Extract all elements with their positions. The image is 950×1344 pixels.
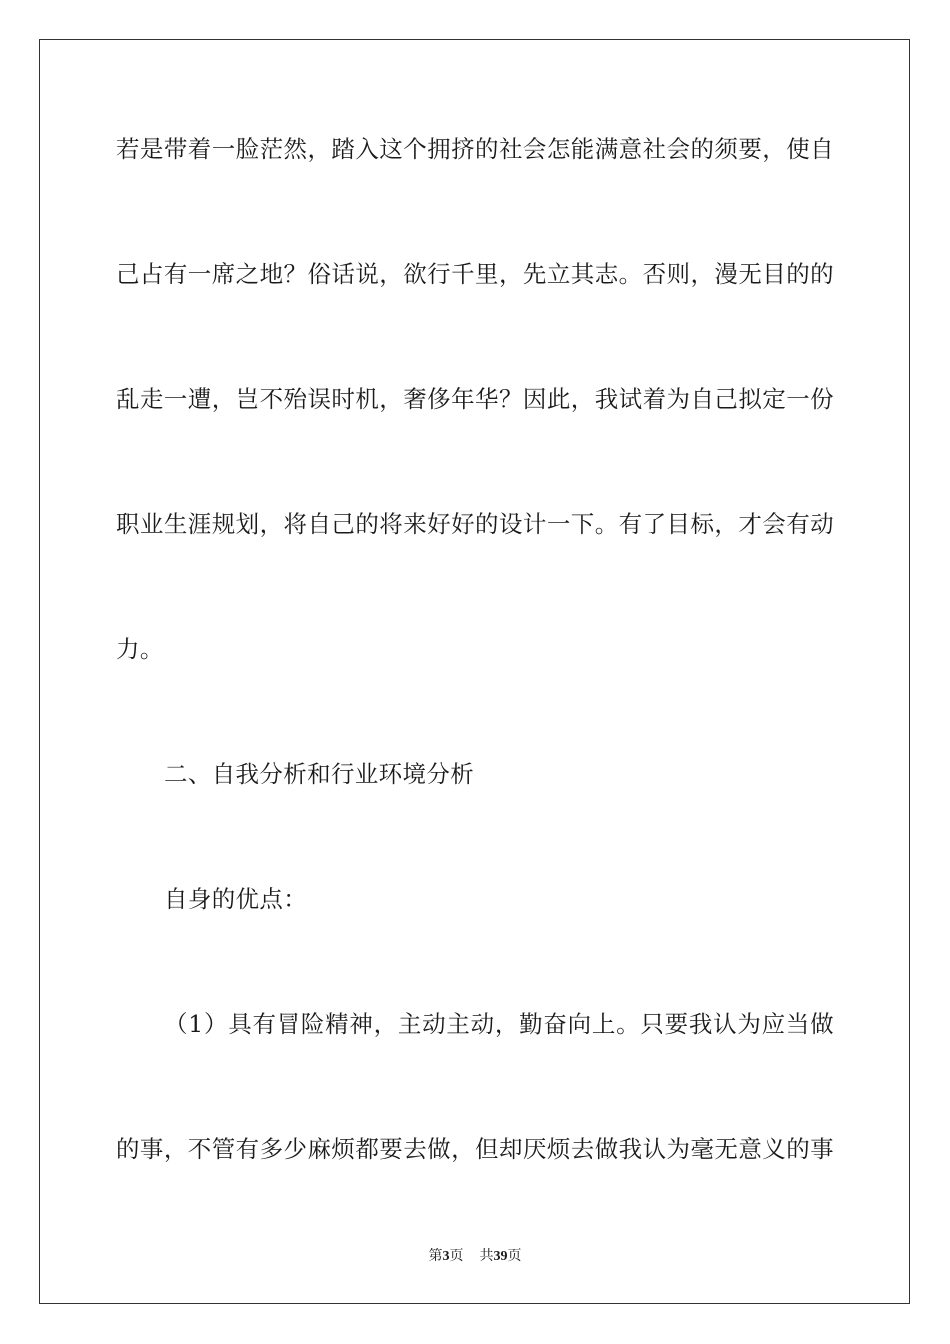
body-text-line: 乱走一遭，岂不殆误时机，奢侈年华？因此，我试着为自己拟定一份 [116,385,834,413]
page-footer [0,1247,950,1266]
total-pages-number: 39 [493,1249,508,1264]
page-border [39,39,910,1304]
subheading: 自身的优点： [164,885,308,913]
body-text-line: （1）具有冒险精神，主动主动，勤奋向上。只要我认为应当做 [164,1010,834,1038]
page-suffix: 页 [449,1248,464,1264]
current-page-number: 3 [442,1249,450,1264]
page-prefix: 第 [428,1248,443,1264]
body-text-line: 力。 [116,635,164,663]
section-heading: 二、自我分析和行业环境分析 [164,760,475,788]
total-suffix: 页 [507,1248,522,1264]
body-text-line: 己占有一席之地？俗话说，欲行千里，先立其志。否则，漫无目的的 [116,260,834,288]
body-text-line: 的事，不管有多少麻烦都要去做，但却厌烦去做我认为毫无意义的事 [116,1135,834,1163]
body-text-line: 职业生涯规划，将自己的将来好好的设计一下。有了目标，才会有动 [116,510,834,538]
body-text-line: 若是带着一脸茫然，踏入这个拥挤的社会怎能满意社会的须要，使自 [116,135,834,163]
total-prefix: 共 [479,1248,494,1264]
